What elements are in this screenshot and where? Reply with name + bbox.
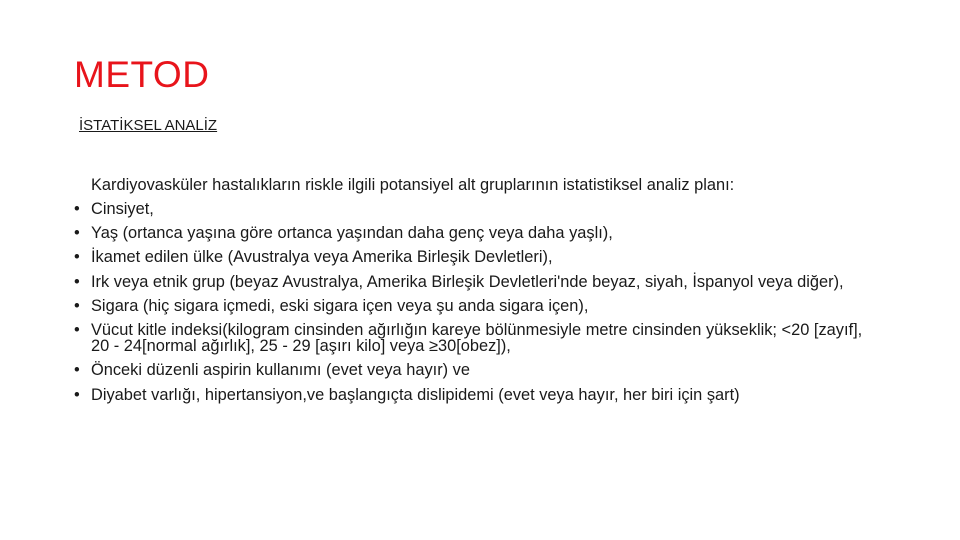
list-item	[74, 298, 874, 314]
slide-title: METOD	[74, 54, 210, 95]
list-item	[74, 225, 874, 241]
bullet-icon: •	[74, 385, 80, 404]
list-item-text: Diyabet varlığı, hipertansiyon,ve başlangıçta dislipidemi (evet veya hayır, her biri için şart)	[91, 385, 740, 404]
list-item-text: Cinsiyet,	[91, 200, 154, 218]
bullet-icon: •	[74, 200, 80, 218]
list-item	[74, 201, 874, 217]
bullet-icon: •	[74, 296, 80, 315]
list-item-text: Önceki düzenli aspirin kullanımı (evet veya hayır) ve	[91, 361, 470, 380]
list-item-text: İkamet edilen ülke (Avustralya veya Amerika Birleşik Devletleri),	[91, 248, 553, 267]
list-item-text: Yaş (ortanca yaşına göre ortanca yaşından daha genç veya daha yaşlı),	[91, 224, 613, 243]
bullet-icon: •	[74, 224, 80, 243]
list-item-text: Vücut kitle indeksi(kilogram cinsinden ağırlığın kareye bölünmesiyle metre cinsinden yükseklik; <20 [zayıf], 20 - 24[normal ağırlık], 25 - 29 [aşırı kilo] veya ≥30[obez]),	[91, 321, 863, 356]
list-item-text: Irk veya etnik grup (beyaz Avustralya, Amerika Birleşik Devletleri'nde beyaz, siyah, İspanyol veya diğer),	[91, 272, 844, 291]
bullet-icon: •	[74, 248, 80, 267]
bullet-icon: •	[74, 272, 80, 291]
list-item	[74, 249, 874, 265]
bullet-icon: •	[74, 321, 80, 340]
intro-text: Kardiyovasküler hastalıkların riskle ilgili potansiyel alt gruplarının istatistiksel analiz planı:	[91, 176, 735, 194]
slide-subtitle: İSTATİKSEL ANALİZ	[79, 117, 218, 134]
list-item	[74, 274, 874, 290]
list-item	[74, 322, 874, 354]
list-item-text: Sigara (hiç sigara içmedi, eski sigara içen veya şu anda sigara içen),	[91, 296, 589, 315]
bullet-icon: •	[74, 361, 80, 380]
list-item	[74, 387, 874, 403]
list-item	[74, 362, 874, 378]
bullet-list	[74, 201, 874, 411]
